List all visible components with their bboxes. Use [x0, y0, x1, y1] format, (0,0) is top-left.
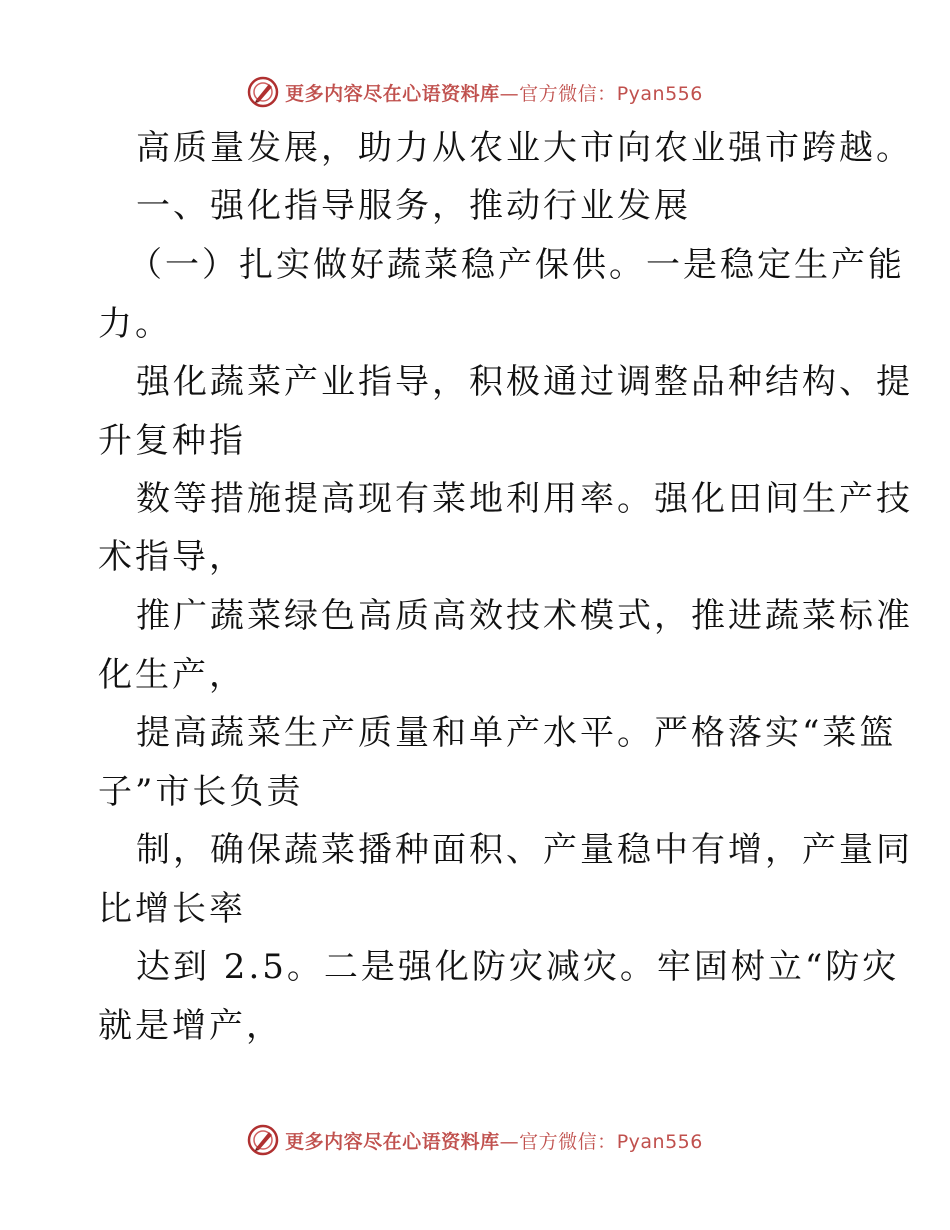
watermark-dash: —: [499, 82, 520, 105]
watermark-site: 更多内容尽在心语资料库: [285, 82, 500, 105]
watermark-wechat-id: Pyan556: [616, 1130, 703, 1153]
text-line: 化生产，: [98, 655, 246, 695]
subsection-heading: （一）扎实做好蔬菜稳产保供。一是稳定生产能: [128, 245, 905, 285]
watermark-site: 更多内容尽在心语资料库: [285, 1130, 500, 1153]
text-line: 强化蔬菜产业指导，积极通过调整品种结构、提: [136, 362, 913, 402]
watermark-dash: —: [499, 1130, 520, 1153]
watermark-text: [285, 1127, 703, 1154]
text-line: 升复种指: [98, 421, 246, 461]
text-line: 就是增产，: [98, 1006, 283, 1046]
section-heading: 一、强化指导服务，推动行业发展: [136, 186, 691, 226]
text-line: 提高蔬菜生产质量和单产水平。严格落实“菜篮: [136, 713, 897, 753]
watermark-footer: [0, 1120, 950, 1160]
text-line: 推广蔬菜绿色高质高效技术模式，推进蔬菜标准: [136, 596, 913, 636]
text-line: 制，确保蔬菜播种面积、产量稳中有增，产量同: [136, 830, 913, 870]
text-line: 高质量发展，助力从农业大市向农业强市跨越。: [136, 128, 913, 168]
text-line: 比增长率: [98, 889, 246, 929]
pen-logo-icon: [247, 1124, 279, 1156]
text-line: 数等措施提高现有菜地利用率。强化田间生产技: [136, 479, 913, 519]
watermark-wechat-label: 官方微信：: [519, 82, 617, 105]
text-line: 达到 2.5。二是强化防灾减灾。牢固树立“防灾: [136, 947, 900, 987]
watermark-wechat-label: 官方微信：: [519, 1130, 617, 1153]
text-line: 术指导，: [98, 537, 246, 577]
text-line: 子”市长负责: [98, 772, 304, 812]
text-line: 力。: [98, 304, 172, 344]
watermark-wechat-id: Pyan556: [616, 82, 703, 105]
